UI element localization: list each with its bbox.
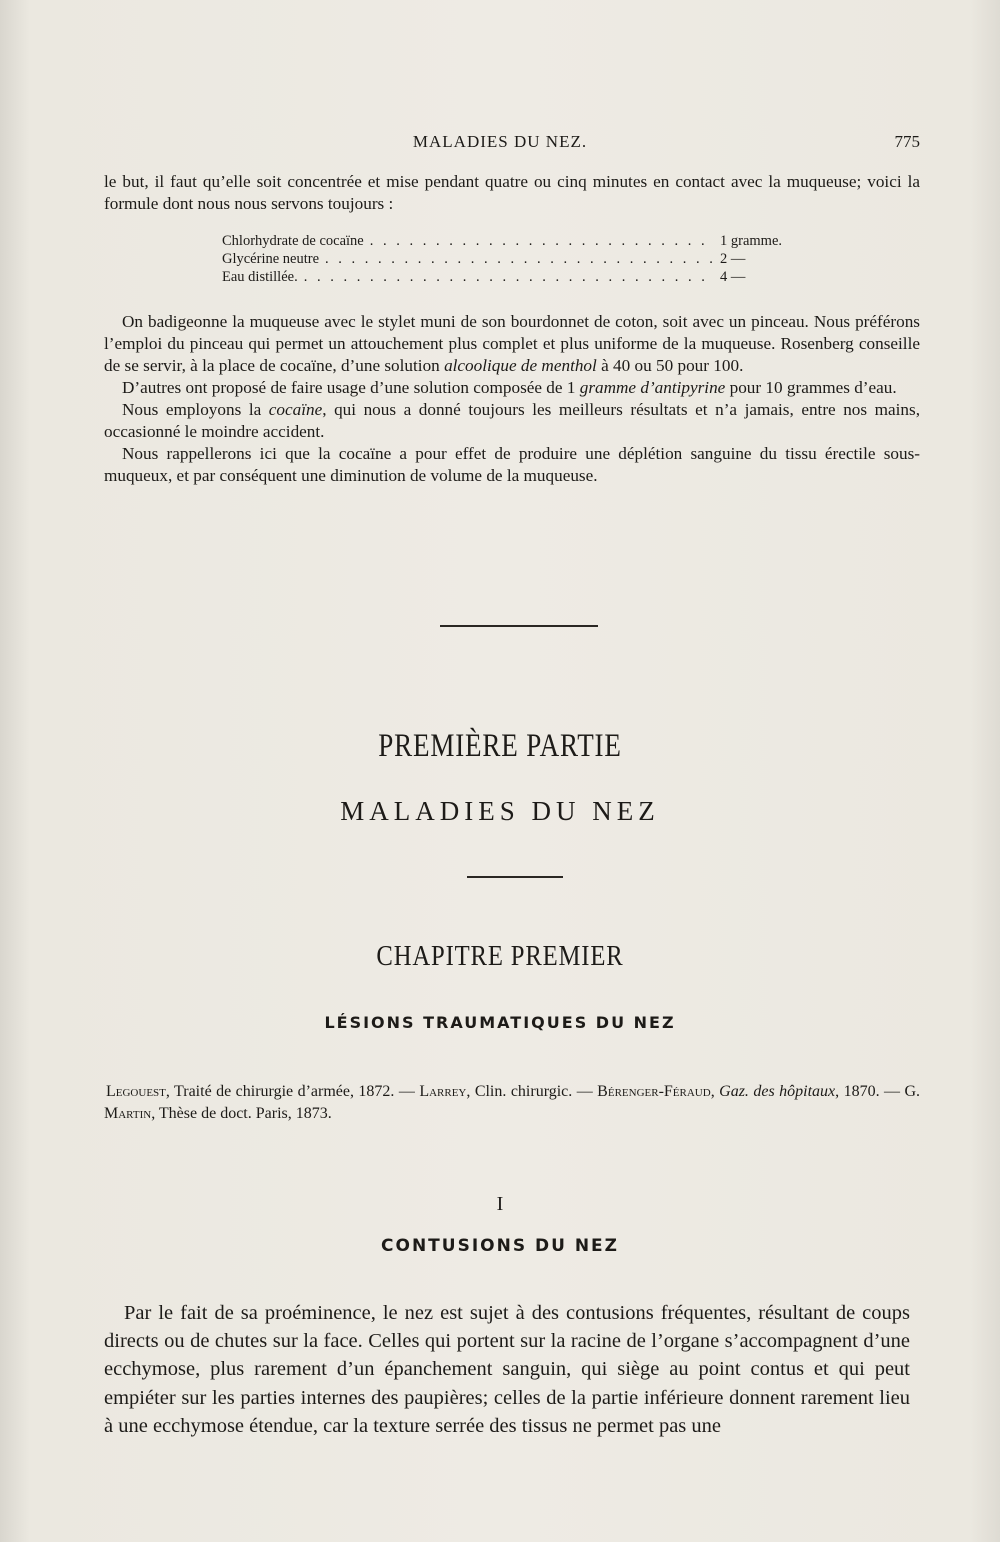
- section-text: Par le fait de sa proéminence, le nez est sujet à des contusions fréquentes, résultant de coups directs ou de chutes sur la face. Celles qui portent sur la racine de l’organe s’accompagnent d’une ecchymose, plus rarement d’un épanchement sanguin, qui siège au point contus et qui peut empiéter sur les parties internes des paupières; celles de la partie inférieure donnent rarement lieu à une ecchymose étendue, car la texture serrée des tissus ne permet pas une: [104, 1302, 910, 1437]
- italic-text: gramme d’antipyrine: [579, 378, 726, 397]
- formula-ingredient: Eau distillée.: [222, 269, 298, 285]
- author-name: Legouest: [106, 1083, 166, 1100]
- paragraph: [104, 311, 920, 377]
- formula-row: [222, 232, 802, 250]
- paragraph: Nous rappellerons ici que la cocaïne a pour effet de produire une déplétion sanguine du tissu érectile sous-muqueux, et par conséquent une diminution de volume de la muqueuse.: [104, 444, 920, 485]
- paragraph-text: , qui nous a donné toujours les meilleurs résultats et n’a jamais, entre nos mains, occasionné le moindre accident.: [104, 400, 920, 441]
- italic-text: cocaïne: [268, 400, 323, 419]
- reference-text: ,: [710, 1083, 720, 1100]
- leader-dots: [304, 268, 714, 286]
- paragraph-text: Nous employons la: [122, 400, 269, 419]
- intro-paragraph: [104, 171, 920, 215]
- italic-text: alcoolique de menthol: [444, 356, 597, 375]
- part-title: PREMIÈRE PARTIE: [378, 728, 622, 764]
- leader-dots: [325, 250, 714, 268]
- running-head: [0, 132, 1000, 158]
- section-number: I: [496, 1193, 504, 1215]
- paragraph: [104, 377, 920, 399]
- paragraph-text: On badigeonne la muqueuse avec le stylet muni de son bourdonnet de coton, soit avec un pinceau. Nous préférons l’emploi du pinceau qui permet un attouchement plus complet et plus uniforme de la muqueuse. Rosenberg conseille de se servir, à la place de cocaïne, d’une solution: [104, 312, 920, 375]
- section-divider: [440, 625, 598, 627]
- running-title: MALADIES DU NEZ.: [412, 132, 588, 151]
- paragraph-text: D’autres ont proposé de faire usage d’une solution composée de 1: [122, 378, 580, 397]
- formula-ingredient: Glycérine neutre: [222, 251, 320, 267]
- author-name: Martin: [104, 1105, 152, 1122]
- page-number: 775: [894, 132, 920, 151]
- journal-title: Gaz. des hôpitaux: [719, 1083, 836, 1100]
- paragraph: [104, 399, 920, 443]
- formula-quantity: 2 —: [720, 251, 746, 267]
- section-paragraph: [104, 1299, 910, 1440]
- bibliography: [104, 1081, 920, 1125]
- bibliography-text: [104, 1081, 920, 1125]
- section-title: CONTUSIONS DU NEZ: [381, 1236, 619, 1256]
- formula-row: [222, 250, 802, 268]
- formula-quantity: 1 gramme.: [720, 233, 783, 249]
- leader-dots: [370, 232, 714, 250]
- title-divider: [467, 876, 563, 878]
- intro-text: le but, il faut qu’elle soit concentrée et mise pendant quatre ou cinq minutes en contact avec la muqueuse; voici la formule dont nous nous servons toujours :: [104, 172, 920, 213]
- reference-text: , 1870. — G.: [835, 1083, 921, 1100]
- author-name: Larrey: [419, 1083, 467, 1100]
- formula-list: [222, 232, 802, 286]
- reference-text: , Clin. chirurgic. —: [466, 1083, 598, 1100]
- reference-text: , Thèse de doct. Paris, 1873.: [151, 1105, 332, 1122]
- author-name: Bérenger-Féraud: [597, 1083, 711, 1100]
- chapter-subtitle: LÉSIONS TRAUMATIQUES DU NEZ: [324, 1013, 676, 1032]
- paragraph-text: à 40 ou 50 pour 100.: [596, 356, 744, 375]
- formula-ingredient: Chlorhydrate de cocaïne: [222, 233, 364, 249]
- formula-row: [222, 268, 802, 286]
- chapter-title: CHAPITRE PREMIER: [376, 940, 624, 972]
- formula-quantity: 4 —: [720, 269, 746, 285]
- reference-text: , Traité de chirurgie d’armée, 1872. —: [165, 1083, 420, 1100]
- paragraph-text: pour 10 grammes d’eau.: [725, 378, 897, 397]
- book-title: MALADIES DU NEZ: [340, 796, 660, 826]
- body-paragraphs: [104, 311, 920, 487]
